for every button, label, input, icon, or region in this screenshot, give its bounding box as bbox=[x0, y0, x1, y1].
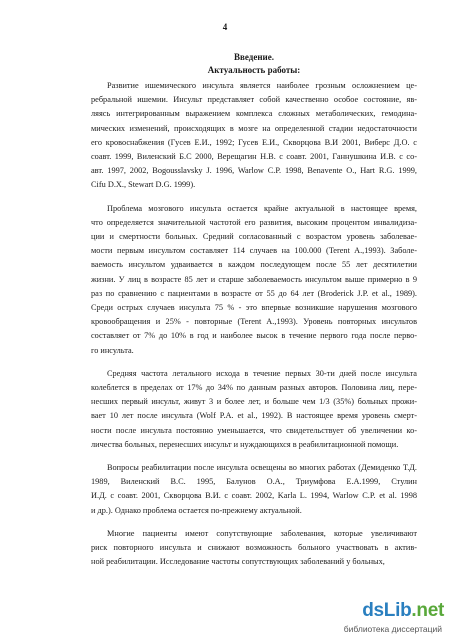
paragraph bbox=[91, 79, 417, 193]
text-line: ляясь интегрированным выражением комплекса сложных метаболических, гемодина- bbox=[91, 109, 417, 119]
paragraph bbox=[91, 367, 417, 452]
watermark-caption: библиотека диссертаций bbox=[343, 624, 442, 634]
paragraph bbox=[91, 527, 417, 570]
text-line: колеблется в пределах от 17% до 34% по данным разных авторов. Половина лиц, пере- bbox=[91, 383, 417, 393]
text-line: несших первый инсульт, живут 3 и более лет, и больше чем 1/3 (35%) больных прожи- bbox=[91, 397, 417, 407]
text-line: ной реабилитации. Исследование частоты сопутствующих заболеваний у больных, bbox=[91, 557, 385, 567]
watermark-logo-main: dsLib bbox=[362, 600, 412, 621]
text-line: Вопросы реабилитации после инсульта освещены во многих работах (Демиденко Т.Д. bbox=[107, 463, 417, 473]
text-line: что определяется значительной частотой его развития, высоким процентом инвалидиза- bbox=[91, 217, 417, 227]
text-line: ции и смертности больных. Средний согласованный с возрастом уровень заболевае- bbox=[91, 232, 417, 242]
text-line: го инсульта. bbox=[91, 345, 134, 355]
text-line: ваемость инсультом удваивается в каждом последующем после 55 лет десятилетии bbox=[91, 260, 417, 270]
text-line: вает 10 лет после инсульта (Wolf P.A. et al., 1992). В настоящее время уровень смерт- bbox=[91, 411, 417, 421]
text-line: составляет от 7% до 10% в год и наиболее высок в течение первого года после перво- bbox=[91, 331, 417, 341]
text-line: И.Д. с соавт. 2001, Скворцова В.И. с соавт. 2002, Karla L. 1994, Warlow C.P. et al. 1998 bbox=[91, 491, 417, 501]
page-number: 4 bbox=[222, 22, 228, 32]
text-line: ребральной ишемии. Инсульт представляет собой качественно особое состояние, яв- bbox=[91, 95, 417, 105]
text-line: Многие пациенты имеют сопутствующие заболевания, которые увеличивают bbox=[107, 528, 417, 538]
text-line: соавт. 1999, Виленский Б.С 2000, Верещагин Н.В. с соавт. 2001, Ганнушкина И.В. с со- bbox=[91, 152, 417, 162]
text-line: Cifu D.X., Stewart D.G. 1999). bbox=[91, 180, 196, 190]
document-body bbox=[91, 52, 417, 579]
text-line: Среди острых случаев инсульта 75 % - это впервые возникшие нарушения мозгового bbox=[91, 303, 417, 313]
watermark-logo bbox=[362, 600, 444, 622]
section-heading-introduction: Введение. bbox=[234, 52, 274, 62]
text-line: кровообращения и 25% - повторные (Terent A.,1993). Уровень повторных инсультов bbox=[91, 317, 417, 327]
text-line: 1989, Виленский В.С. 1995, Балунов О.А., Триумфова Е.А.1999, Стулин bbox=[91, 477, 417, 487]
text-line: риск повторного инсульта и снижают возможность больного участвовать в актив- bbox=[91, 543, 417, 553]
text-line: Проблема мозгового инсульта остается крайне актуальной в настоящее время, bbox=[107, 203, 417, 213]
watermark bbox=[304, 600, 444, 634]
paragraph bbox=[91, 461, 417, 518]
section-heading-relevance: Актуальность работы: bbox=[207, 65, 301, 75]
text-line: мических изменений, происходящих в мозге на определенной стадии недостаточности bbox=[91, 123, 417, 133]
text-line: его кровоснабжения (Гусев Е.И., 1992; Гусев Е.И., Скворцова В.И 2001, Виберс Д.О. с bbox=[91, 137, 417, 147]
text-line: личества больных, перенесших инсульт и нуждающихся в реабилитационной помощи. bbox=[91, 439, 399, 449]
text-line: раз по сравнению с пациентами в возрасте от 55 до 64 лет (Broderick J.P. et al., 1989). bbox=[91, 288, 417, 298]
text-line: ности после инсульта постоянно уменьшается, что свидетельствует об увеличении ко- bbox=[91, 425, 417, 435]
text-line: и др.). Однако проблема остается по-прежнему актуальной. bbox=[91, 505, 302, 515]
text-line: авт. 1997, 2002, Bogousslavsky J. 1996, Warlow C.P. 1998, Benavente O., Hart R.G. 1999, bbox=[91, 166, 417, 176]
text-line: Средняя частота летального исхода в течение первых 30-ти дней после инсульта bbox=[107, 368, 417, 378]
text-line: жизни. У лиц в возрасте 85 лет и старше заболеваемость инсультом выше примерно в 9 bbox=[91, 274, 417, 284]
text-line: мости первым инсультом составляет 114 случаев на 100.000 (Terent A.,1993). Заболе- bbox=[91, 246, 417, 256]
watermark-logo-suffix: .net bbox=[411, 600, 444, 621]
paragraphs-container bbox=[91, 79, 417, 570]
paragraph bbox=[91, 202, 417, 358]
text-line: Развитие ишемического инсульта является наиболее грозным осложнением це- bbox=[107, 81, 417, 90]
